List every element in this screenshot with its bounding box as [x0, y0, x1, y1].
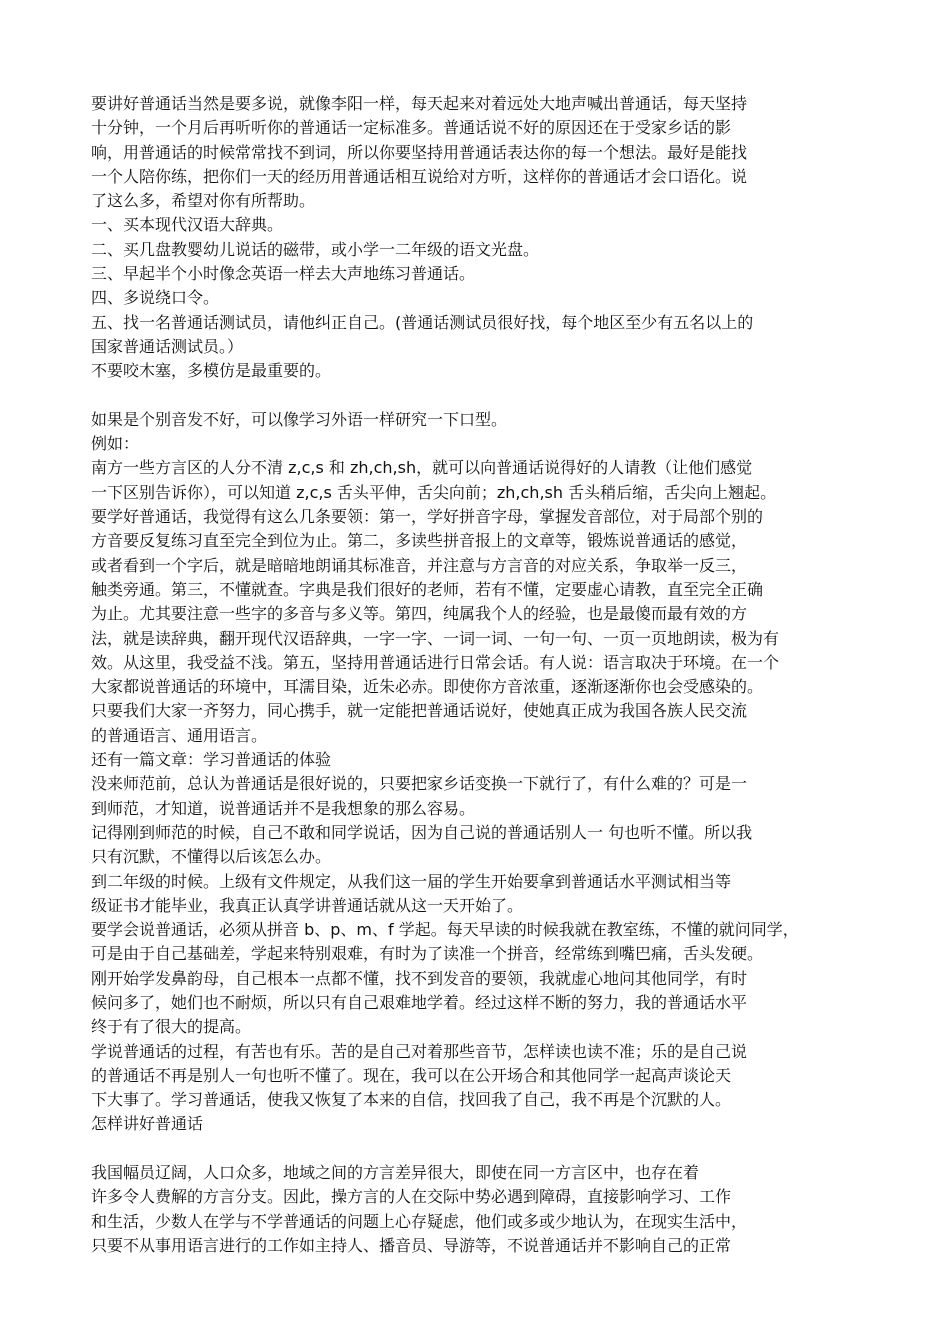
text-line: 和生活，少数人在学与不学普通话的问题上心存疑虑，他们或多或少地认为，在现实生活中， [91, 1211, 748, 1231]
text-line: 或者看到一个字后，就是暗暗地朗诵其标准音，并注意与方言音的对应关系，争取举一反三， [91, 555, 748, 575]
text-line: 一下区别告诉你），可以知道 z,c,s 舌头平伸，舌尖向前；zh,ch,sh 舌头稍后缩，舌尖向上翘起。 [91, 482, 777, 502]
text-line: 法，就是读辞典，翻开现代汉语辞典，一字一字、一词一词、一句一句、一页一页地朗读，极为有 [91, 628, 780, 648]
text-line: 只有沉默，不懂得以后该怎么办。 [91, 847, 332, 867]
text-line: 许多令人费解的方言分支。因此，操方言的人在交际中势必遇到障碍，直接影响学习、工作 [91, 1187, 732, 1207]
text-line: 怎样讲好普通话 [91, 1114, 204, 1134]
text-line: 的普通话不再是别人一句也听不懂了。现在，我可以在公开场合和其他同学一起高声谈论天 [91, 1065, 732, 1085]
text-line: 国家普通话测试员。） [91, 336, 244, 356]
text-line: 大家都说普通话的环境中，耳濡目染，近朱必赤。即使你方音浓重，逐渐逐渐你也会受感染的。 [91, 677, 764, 697]
blank-line [91, 1137, 859, 1161]
text-line: 只要不从事用语言进行的工作如主持人、播音员、导游等，不说普通话并不影响自己的正常 [91, 1235, 732, 1255]
text-line: 三、早起半个小时像念英语一样去大声地练习普通话。 [91, 264, 476, 284]
document-body [91, 92, 859, 1258]
text-line: 学说普通话的过程，有苦也有乐。苦的是自己对着那些音节，怎样读也读不准；乐的是自己说 [91, 1041, 748, 1061]
text-line: 五、找一名普通话测试员，请他纠正自己。(普通话测试员很好找，每个地区至少有五名以上的 [91, 312, 754, 332]
text-line: 候问多了，她们也不耐烦，所以只有自己艰难地学着。经过这样不断的努力，我的普通话水平 [91, 992, 748, 1012]
text-line: 不要咬木塞，多模仿是最重要的。 [91, 361, 332, 381]
text-line: 要学好普通话，我觉得有这么几条要领：第一，学好拼音字母，掌握发音部位，对于局部个别的 [91, 507, 764, 527]
text-line: 响，用普通话的时候常常找不到词，所以你要坚持用普通话表达你的每一个想法。最好是能找 [91, 142, 748, 162]
text-line: 记得刚到师范的时候，自己不敢和同学说话，因为自己说的普通话别人一 句也听不懂。所以我 [91, 822, 753, 842]
blank-line [91, 384, 859, 408]
text-line: 方音要反复练习直至完全到位为止。第二，多读些拼音报上的文章等，锻炼说普通话的感觉， [91, 531, 748, 551]
text-line: 二、买几盘教婴幼儿说话的磁带，或小学一二年级的语文光盘。 [91, 239, 540, 259]
text-line: 十分钟，一个月后再听听你的普通话一定标准多。普通话说不好的原因还在于受家乡话的影 [91, 118, 732, 138]
text-line: 为止。尤其要注意一些字的多音与多义等。第四，纯属我个人的经验，也是最傻而最有效的方 [91, 604, 748, 624]
text-line: 要学会说普通话，必须从拼音 b、p、m、f 学起。每天早读的时候我就在教室练，不懂的就问同学， [91, 920, 799, 940]
text-line: 下大事了。学习普通话，使我又恢复了本来的自信，找回我了自己，我不再是个沉默的人。 [91, 1090, 732, 1110]
text-line: 还有一篇文章：学习普通话的体验 [91, 750, 332, 770]
text-line: 了这么多，希望对你有所帮助。 [91, 191, 316, 211]
text-line: 刚开始学发鼻韵母，自己根本一点都不懂，找不到发音的要领，我就虚心地问其他同学，有时 [91, 968, 748, 988]
text-line: 到二年级的时候。上级有文件规定，从我们这一届的学生开始要拿到普通话水平测试相当等 [91, 871, 732, 891]
text-line: 我国幅员辽阔，人口众多，地域之间的方言差异很大，即使在同一方言区中，也存在着 [91, 1163, 700, 1183]
text-line: 只要我们大家一齐努力，同心携手，就一定能把普通话说好，使她真正成为我国各族人民交流 [91, 701, 748, 721]
text-line: 一、买本现代汉语大辞典。 [91, 215, 284, 235]
text-line: 一个人陪你练，把你们一天的经历用普通话相互说给对方听，这样你的普通话才会口语化。说 [91, 166, 748, 186]
text-line: 触类旁通。第三，不懂就查。字典是我们很好的老师，若有不懂，定要虚心请教，直至完全正确 [91, 579, 764, 599]
text-line: 例如： [91, 434, 140, 454]
text-line: 南方一些方言区的人分不清 z,c,s 和 zh,ch,sh，就可以向普通话说得好的人请教（让他们感觉 [91, 458, 753, 478]
text-line: 如果是个别音发不好，可以像学习外语一样研究一下口型。 [91, 409, 508, 429]
text-line: 的普通语言、通用语言。 [91, 725, 268, 745]
text-line: 到师范，才知道，说普通话并不是我想象的那么容易。 [91, 798, 476, 818]
text-line: 没来师范前，总认为普通话是很好说的，只要把家乡话变换一下就行了，有什么难的？可是一 [91, 774, 748, 794]
text-line: 终于有了很大的提高。 [91, 1017, 252, 1037]
text-line: 要讲好普通话当然是要多说，就像李阳一样，每天起来对着远处大地声喊出普通话，每天坚持 [91, 94, 748, 113]
text-line: 四、多说绕口令。 [91, 288, 220, 308]
text-line: 可是由于自己基础差，学起来特别艰难，有时为了读准一个拼音，经常练到嘴巴痛，舌头发硬。 [91, 944, 764, 964]
text-line: 级证书才能毕业，我真正认真学讲普通话就从这一天开始了。 [91, 895, 524, 915]
text-line: 效。从这里，我受益不浅。第五，坚持用普通话进行日常会话。有人说：语言取决于环境。在一个 [91, 652, 780, 672]
